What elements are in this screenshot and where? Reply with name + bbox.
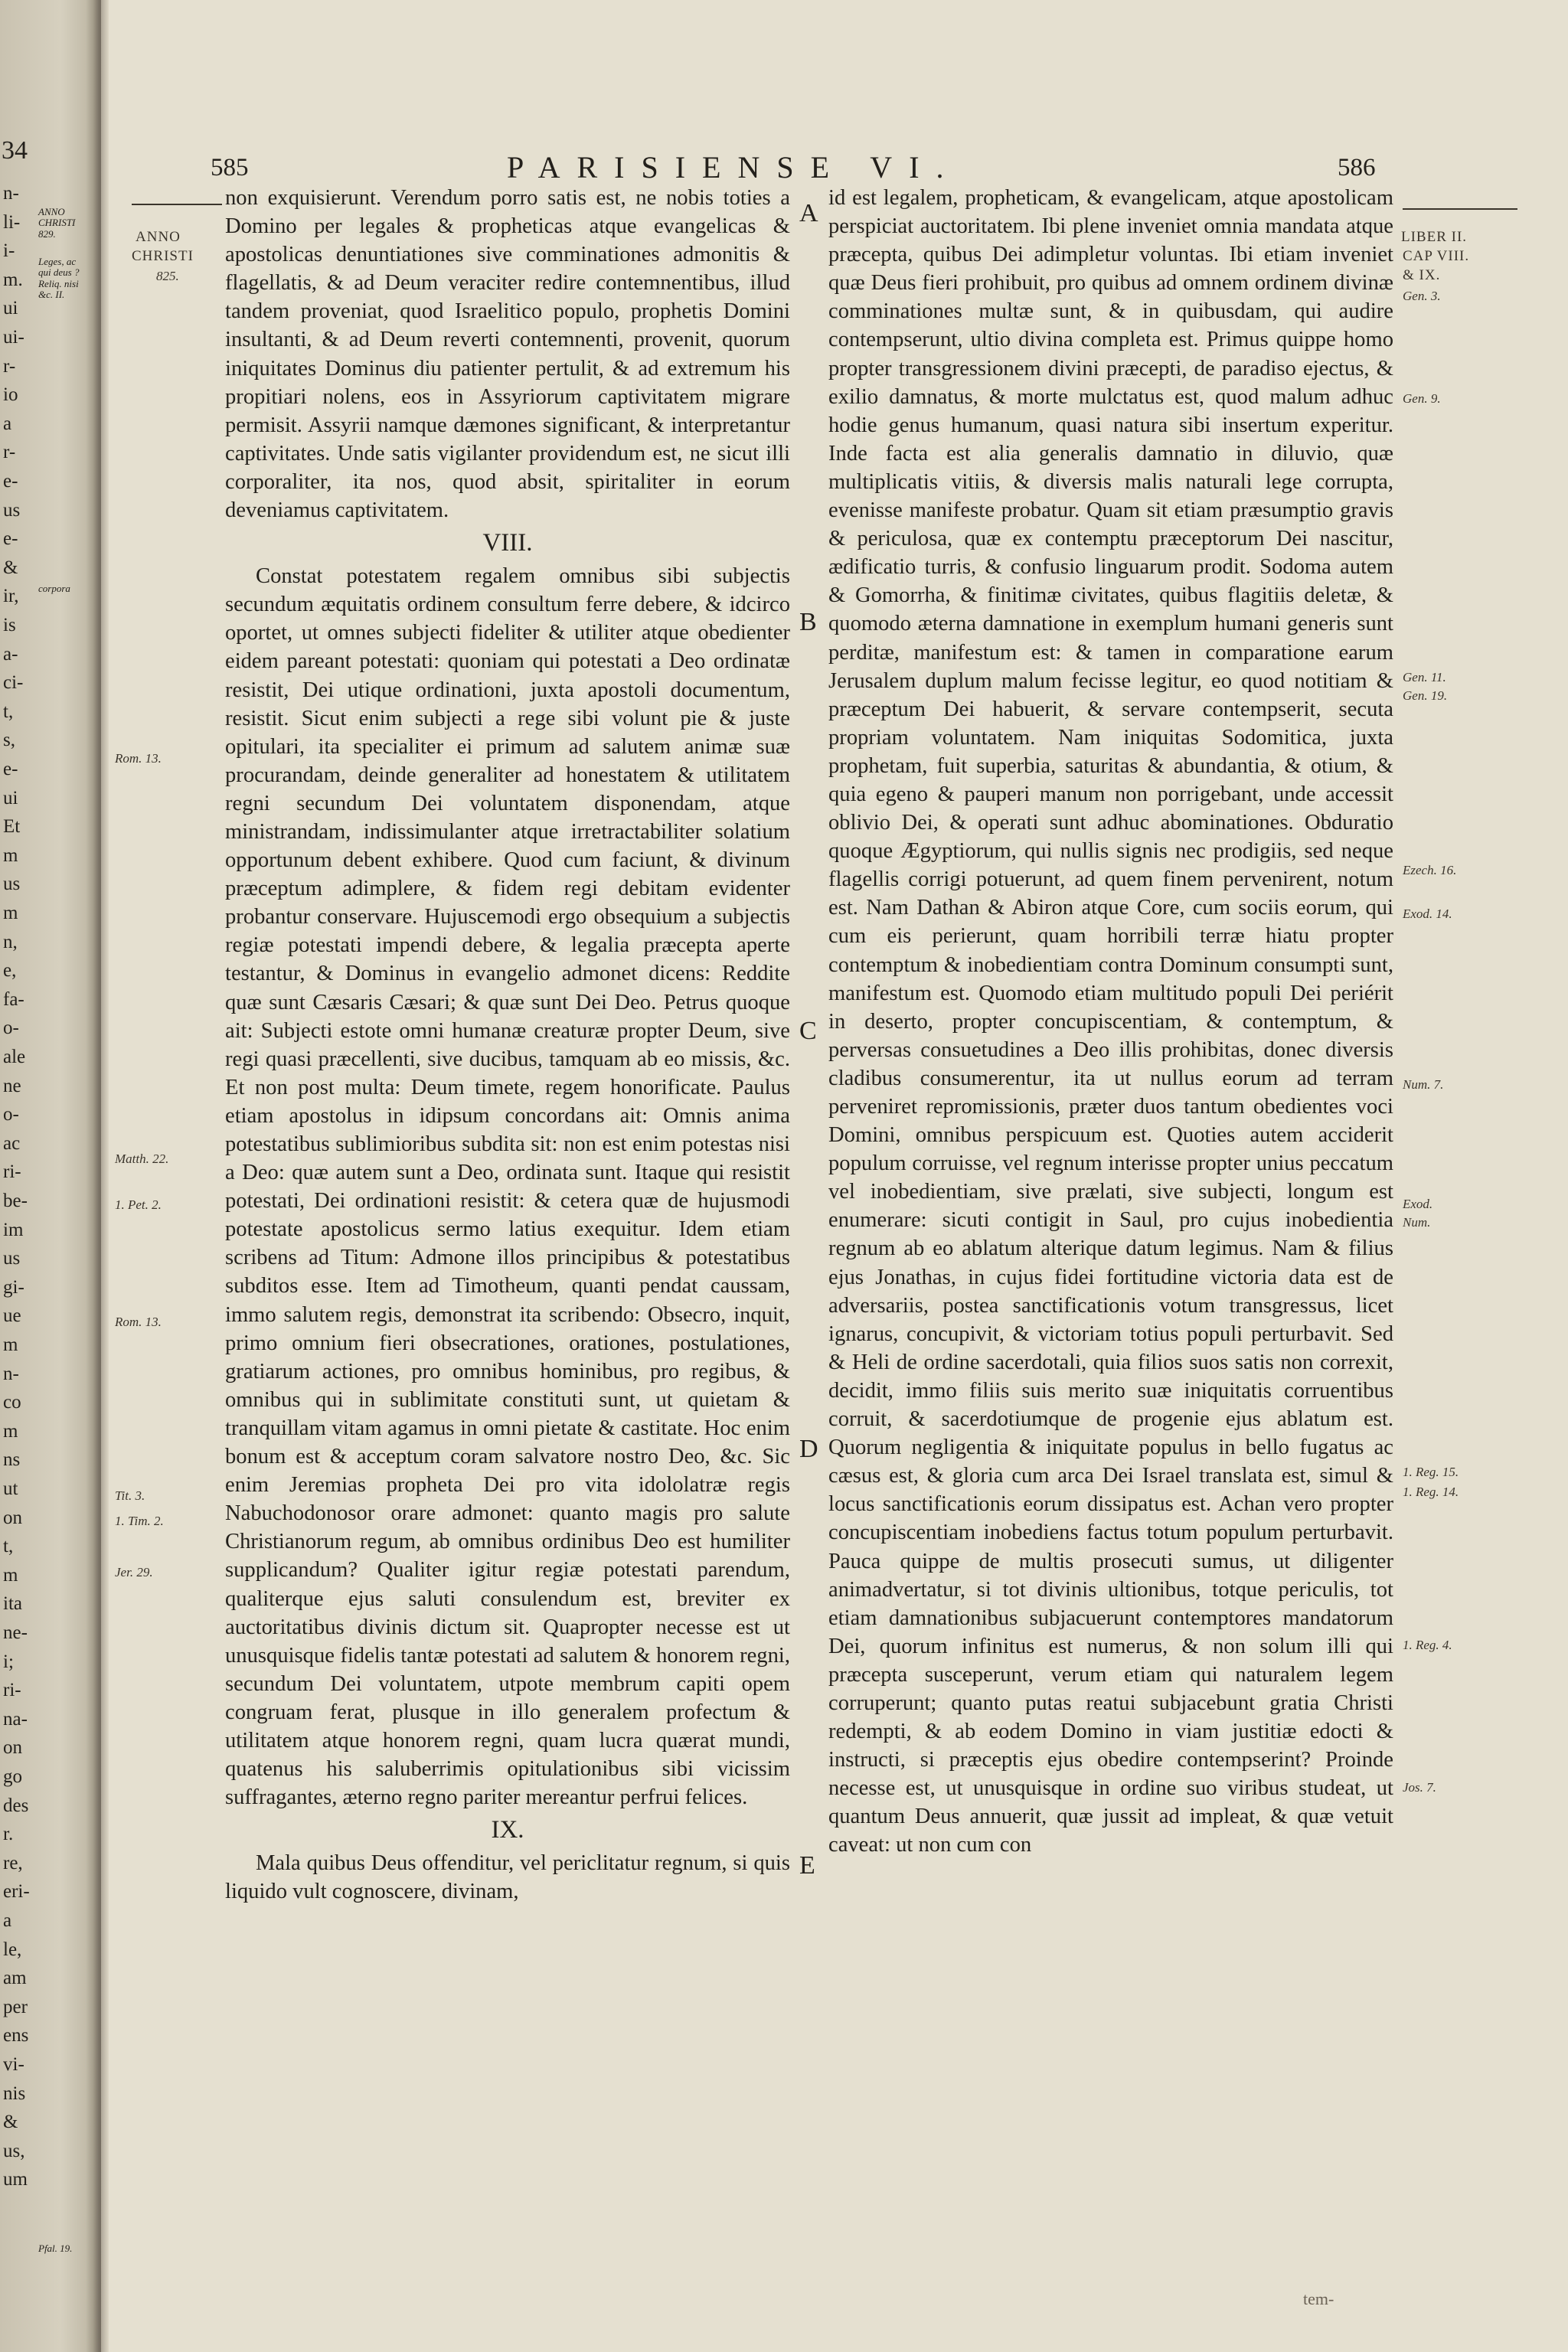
previous-page-line-fragment: na- bbox=[3, 1708, 28, 1730]
left-margin-rule bbox=[132, 204, 222, 205]
previous-page-line-fragment: io bbox=[3, 384, 18, 406]
right-margin-rule bbox=[1403, 208, 1517, 210]
christi-label: CHRISTI bbox=[132, 248, 194, 264]
previous-page-line-fragment: n- bbox=[3, 1363, 19, 1384]
previous-page-line-fragment: m bbox=[3, 903, 18, 923]
previous-page-line-fragment: o- bbox=[3, 1104, 19, 1125]
paragraph: Mala quibus Deus offenditur, vel periclitatur regnum, si quis liquido vult cognoscere, divinam, bbox=[225, 1851, 790, 1904]
section-letter: D bbox=[799, 1435, 818, 1463]
previous-page-margin-note: corpora bbox=[38, 583, 70, 594]
previous-page-margin-note: Leges, ac qui deus ? Reliq. nisi &c. II. bbox=[38, 256, 80, 300]
scripture-ref: Num. 7. bbox=[1403, 1077, 1444, 1092]
previous-page-line-fragment: e- bbox=[3, 759, 18, 779]
scripture-ref: Tit. 3. bbox=[115, 1488, 145, 1503]
previous-page-line-fragment: on bbox=[3, 1507, 22, 1528]
anno-label: ANNO bbox=[136, 229, 181, 245]
previous-page-line-fragment: le, bbox=[3, 1939, 22, 1960]
scripture-ref: Num. bbox=[1403, 1215, 1431, 1230]
previous-page-line-fragment: ri- bbox=[3, 1161, 21, 1183]
previous-page-line-fragment: ui- bbox=[3, 327, 24, 348]
previous-page-line-fragment: Et bbox=[3, 816, 21, 838]
previous-page-line-fragment: t, bbox=[3, 1536, 14, 1557]
previous-page-line-fragment: us bbox=[3, 1248, 21, 1269]
cap-label: & IX. bbox=[1403, 267, 1441, 283]
scripture-ref: Jer. 29. bbox=[115, 1565, 153, 1579]
paragraph: Constat potestatem regalem omnibus sibi subjectis secundum æquitatis ordinem consultum ferre debere, & idcirco oportet, ut omnes subjecti fideliter & utiliter atque obedienter eidem pareant potestati: quoniam qui potestati a Deo ordinatæ resistit, Dei utique ordinationi, juxta apostoli documentum, resistit. Sicut enim subjecti a rege sibi volunt pie & juste opitulari, ita specialiter ei primum ad salutem animæ suæ procurandam, deinde generaliter ad honestatem & utilitatem regni secundum Dei voluntatem disponendam, atque ministrandam, indissimulanter atque irretractabiliter solatium opportunum debent exhibere. Quod cum faciunt, & divinum præceptum adimplere, & fidem regi debitam evidenter probantur conservare. Hujuscemodi ergo obsequium a subjectis regiæ potestati impendi debere, & legalia præcepta aperte testantur, & Dominus in evangelio admonet dicens: Reddite quæ sunt Cæsaris Cæsari; & quæ sunt Dei Deo. Petrus quoque ait: Subjecti estote omni humanæ creaturæ propter Deum, sive regi quasi præcellenti, sive ducibus, tamquam ab eo missis, &c. Et non post multa: Deum timete, regem honorificate. Paulus etiam apostolus in idipsum concordans ait: Omnis anima potestatibus sublimioribus subdita sit: non est enim potestas nisi a Deo: quæ autem sunt a Deo, ordinata sunt. Itaque qui resistit potestati, Dei ordinationi resistit: & cetera quæ de hujusmodi potestate apostolicus sermo latius exequitur. Idem etiam scribens ad Titum: Admone illos principibus & potestatibus subditos esse. Item ad Timotheum, quanti pendat caussam, immo salutem regis, demonstrat ita scribendo: Obsecro, inquit, primo omnium fieri obsecrationes, orationes, postulationes, gratiarum actiones, pro omnibus hominibus, pro regibus, & omnibus qui in sublimitate constituti sunt, ut quietam & tranquillam vitam agamus in omni pietate & castitate. Hoc enim bonum est & acceptum coram salvatore nostro Deo, &c. Sic enim Jeremias propheta Dei pro vita idololatræ regis Nabuchodonosor orare admonet: quanto magis pro salute Christianorum regum, ab omnibus ordinibus Deo est humiliter supplicandum? Qualiter igitur regiæ potestati parendum, qualiterque ejus saluti consulendum est, breviter ex auctoritatibus divinis dictum sit. Quapropter necesse est ut unusquisque fidelis tantæ potestati ad salutem & honorem regni, secundum Dei voluntatem, utpote membrum capiti opem congruam ferat, plusque in illo generalem profectum & utilitatem atque honorem regni, quam lucra quærat mundi, quatenus his saluberrimis opitulationibus sibi vicissim suffragantes, æterno regno pariter mereantur perfrui felices. bbox=[225, 564, 790, 1810]
previous-page-line-fragment: t, bbox=[3, 701, 14, 722]
previous-page-line-fragment: vi- bbox=[3, 2054, 24, 2075]
previous-page-line-fragment: ne bbox=[3, 1075, 21, 1096]
previous-page-line-fragment: ui bbox=[3, 298, 18, 319]
chapter-heading: VIII. bbox=[482, 529, 533, 557]
previous-page-line-fragment: eri- bbox=[3, 1881, 30, 1903]
left-column bbox=[225, 184, 790, 1906]
previous-page-line-fragment: m. bbox=[3, 269, 23, 290]
catchword: tem- bbox=[1303, 2289, 1334, 2308]
scripture-ref: 1. Reg. 14. bbox=[1403, 1485, 1459, 1499]
right-page-number: 586 bbox=[1338, 154, 1376, 181]
scripture-ref: Rom. 13. bbox=[115, 751, 162, 766]
year-label: 825. bbox=[156, 269, 179, 283]
scripture-ref: Jos. 7. bbox=[1403, 1780, 1436, 1795]
previous-page-line-fragment: ue bbox=[3, 1305, 21, 1327]
previous-page-line-fragment: i- bbox=[3, 240, 15, 262]
scripture-ref: Exod. bbox=[1403, 1197, 1433, 1211]
previous-page-line-fragment: e, bbox=[3, 960, 17, 982]
previous-page-line-fragment: n, bbox=[3, 931, 18, 952]
previous-page-line-fragment: um bbox=[3, 2169, 28, 2190]
previous-page-line-fragment: a bbox=[3, 1910, 12, 1931]
previous-page-line-fragment: per bbox=[3, 1996, 28, 2017]
scripture-ref: 1. Reg. 15. bbox=[1403, 1465, 1459, 1479]
previous-page-line-fragment: ale bbox=[3, 1047, 26, 1067]
previous-page-line-fragment: & bbox=[3, 2112, 18, 2133]
previous-page-line-fragment: a- bbox=[3, 643, 18, 665]
previous-page-line-fragment: ns bbox=[3, 1449, 21, 1471]
previous-page-line-fragment: r- bbox=[3, 442, 16, 463]
scripture-ref: Gen. 3. bbox=[1403, 289, 1441, 303]
previous-page-line-fragment: & bbox=[3, 557, 18, 578]
previous-page-line-fragment: ri- bbox=[3, 1680, 21, 1701]
previous-page-line-fragment: o- bbox=[3, 1018, 19, 1039]
previous-page-line-fragment: co bbox=[3, 1392, 21, 1413]
previous-page-line-fragment: n- bbox=[3, 183, 19, 204]
previous-page-line-fragment: m bbox=[3, 1420, 18, 1442]
previous-page-line-fragment: e- bbox=[3, 528, 18, 550]
left-page-number: 585 bbox=[211, 154, 249, 181]
previous-page-line-fragment: m bbox=[3, 1334, 18, 1355]
previous-page-margin-note: Pfal. 19. bbox=[38, 2243, 73, 2254]
previous-page-line-fragment: ut bbox=[3, 1478, 18, 1499]
previous-page-line-fragment: nis bbox=[3, 2082, 26, 2104]
previous-page-line-fragment: re, bbox=[3, 1852, 23, 1873]
scripture-ref: Gen. 11. bbox=[1403, 670, 1446, 684]
paragraph: non exquisierunt. Verendum porro satis est, ne nobis toties a Domino per legales & propheticas atque evangelicas & apostolicas denuntiationes sive comminationes admonitis & flagellatis, & ad Deum veraciter redire contemnentibus, illud tandem proveniat, quod Israelitico populo, prophetis Domini insultanti, & ad Deum reverti contemnenti, provenit, quorum iniquitates Dominus diu patienter pertulit, & ad extremum his propitiari nolens, eos in Assyriorum captivitatem migrare permisit. Assyrii namque dæmones significant, & interpretantur captivitates. Unde satis vigilanter providendum est, ne sicut illi corporaliter, ita nos, quod absit, spiritaliter in eorum deveniamus captivitatem. bbox=[225, 186, 790, 523]
previous-page-line-fragment: ens bbox=[3, 2025, 29, 2047]
previous-page-line-fragment: r- bbox=[3, 355, 16, 377]
paragraph: id est legalem, propheticam, & evangelicam, atque apostolicam perspiciat auctoritatem. Ibi plene inveniet omnia mandata atque præcepta, quibus Dei adimpletur voluntas. Ibi etiam inveniet quæ Deus fieri prohibuit, pro quibus ad omnem ordinem divinæ comminationes multæ sunt, & in quibusdam, qui audire contempserunt, ultio divina completa est. Primus quippe homo propter transgressionem divini præcepti, de paradiso ejectus, & exilio damnatus, & morte mulctatus est, quod malum adhuc hodie genus humanum, quasi natura sibi insertum experitur. Inde facta est alia generalis damnatio in diluvio, quæ multiplicatis vitiis, & diversis malis naturali lege corrupta, evenisse manifeste probatur. Quam sit etiam præsumptio gravis & periculosa, quæ ex contemptu præceptorum Dei nascitur, ædificatio turris, & confusio linguarum prodit. Sodoma autem & Gomorrha, & finitimæ civitates, quibus flagitiis deletæ, & quomodo æterna damnatione in exemplum humani generis sunt perditæ, manifestum est: & tamen in comparatione earum Jerusalem duplum malum fecisse legitur, eo quod notitiam & præceptum Dei habuerit, & servare contempserit, secuta propriam voluntatem. Nam iniquitas Sodomitica, juxta prophetam, fuit superbia, saturitas & abundantia, & otium, & quia egeno & pauperi manum non porrigebant, unde accessit oblivio Dei, & operati sunt adhuc abominationes. Obduratio quoque Ægyptiorum, qui nullis signis nec prodigiis, sed neque flagellis corrigi potuerunt, ad quem finem pervenirent, notum est. Nam Dathan & Abiron atque Core, cum sociis eorum, qui cum eis perierunt, quam horribili terræ hiatu propter contemptum & inobedientiam contra Dominum consumpti sunt, manifestum est. Quomodo etiam multitudo populi Dei periérit in deserto, propter concupiscentiam, & contemptum, & perversas consuetudines a Deo illis prohibitas, donec diversis cladibus consumerentur, ita ut nullus eorum ad terram perveniret repromissionis, præter duos tantum obedientes voci Domini, omnibus perspicuum est. Quoties autem acciderit populum corruisse, vel regnum interisse propter unius peccatum vel inobedientiam, sive prælati, sive subjecti, longum est enumerare: sicuti contigit in Saul, pro cujus inobedientia regnum ab eo ablatum alterique datum legimus. Nam & filius ejus Jonathas, in cujus fidei fortitudine victoria data est de adversariis, postea sanctificationis votum transgressus, licet ignarus, concupivit, & victoriam totius populi perturbavit. Sed & Heli de ordine sacerdotali, quia filios suos satis non correxit, decidit, immo filiis suis merito suæ iniquitatis corruentibus corruit, & sacerdotiumque de progenie ejus ablatum est. Quorum negligentia & iniquitate populus in bello fugatus ac cæsus est, & gloria cum arca Dei Israel translata est, simul & locus sanctificationis eorum dissipatus est. Achan vero propter concupiscentiam inobediens factus totum populum perturbavit. Pauca quippe de multis prosecuti sumus, ut diligenter animadvertatur, si tot divinis ultionibus, totque periculis, tot etiam damnationibus subjacuerunt contemptores mandatorum Dei, quorum infinitus est numerus, & non solum illi qui præcepta susceperunt, verum etiam qui naturalem legem corruperunt; quanto putas reatui subjacebunt gratia Christi redempti, & ab eodem Domino in viam justitiæ edocti & instructi, si præceptis ejus obedire contempserint? Proinde necesse est, ut unusquisque in ordine suo viribus studeat, ut quantum Deus annuerit, quæ jussit ad impleat, & quæ vetuit caveat: ut non cum con bbox=[828, 186, 1393, 1857]
previous-page-number: 34 bbox=[2, 136, 28, 165]
previous-page-line-fragment: m bbox=[3, 1564, 18, 1586]
previous-page-line-fragment: r. bbox=[3, 1824, 14, 1845]
scripture-ref: Ezech. 16. bbox=[1403, 863, 1457, 877]
liber-label: LIBER II. bbox=[1401, 229, 1468, 245]
scripture-ref: Rom. 13. bbox=[115, 1315, 162, 1329]
previous-page-line-fragment: ui bbox=[3, 787, 18, 808]
chapter-heading: IX. bbox=[491, 1816, 524, 1844]
previous-page-line-fragment: s, bbox=[3, 730, 15, 751]
scripture-ref: 1. Pet. 2. bbox=[115, 1197, 162, 1212]
previous-page-line-fragment: ci- bbox=[3, 672, 24, 694]
previous-page-margin-note: ANNO CHRISTI 829. bbox=[38, 206, 76, 240]
previous-page-line-fragment: is bbox=[3, 615, 16, 635]
previous-page-line-fragment: des bbox=[3, 1795, 29, 1816]
section-letter: E bbox=[799, 1851, 815, 1880]
previous-page-line-fragment: gi- bbox=[3, 1276, 24, 1298]
previous-page-line-fragment: be- bbox=[3, 1191, 28, 1211]
previous-page-line-fragment: i; bbox=[3, 1651, 14, 1672]
previous-page-line-fragment: go bbox=[3, 1766, 22, 1787]
previous-page-line-fragment: li- bbox=[3, 211, 21, 233]
binding-shadow bbox=[86, 0, 109, 2352]
scripture-ref: Gen. 9. bbox=[1403, 391, 1441, 406]
previous-page-line-fragment: fa- bbox=[3, 988, 24, 1010]
previous-page-line-fragment: us bbox=[3, 499, 21, 521]
previous-page-line-fragment: ac bbox=[3, 1132, 21, 1154]
previous-page-line-fragment: m bbox=[3, 844, 18, 866]
previous-page-line-fragment: ita bbox=[3, 1593, 22, 1615]
scripture-ref: Gen. 19. bbox=[1403, 688, 1448, 703]
right-column bbox=[828, 184, 1393, 1860]
cap-label: CAP VIII. bbox=[1403, 248, 1470, 264]
section-letter: A bbox=[799, 199, 818, 227]
previous-page-line-fragment: e- bbox=[3, 471, 18, 492]
previous-page-line-fragment: ne- bbox=[3, 1622, 28, 1643]
scripture-ref: 1. Tim. 2. bbox=[115, 1514, 164, 1528]
book-page bbox=[109, 0, 1568, 2352]
previous-page-line-fragment: am bbox=[3, 1968, 27, 1989]
previous-page-line-fragment: us, bbox=[3, 2140, 25, 2161]
running-title: PARISIENSE VI. bbox=[507, 150, 961, 185]
section-letter: C bbox=[799, 1017, 817, 1045]
section-letter: B bbox=[799, 608, 817, 636]
previous-page-line-fragment: a bbox=[3, 413, 12, 434]
previous-page-line-fragment: ir, bbox=[3, 586, 19, 607]
previous-page-line-fragment: us bbox=[3, 874, 21, 895]
scripture-ref: 1. Reg. 4. bbox=[1403, 1638, 1452, 1652]
previous-page-line-fragment: im bbox=[3, 1219, 24, 1240]
previous-page-line-fragment: on bbox=[3, 1737, 22, 1759]
scripture-ref: Exod. 14. bbox=[1403, 906, 1452, 921]
scripture-ref: Matth. 22. bbox=[115, 1152, 169, 1166]
